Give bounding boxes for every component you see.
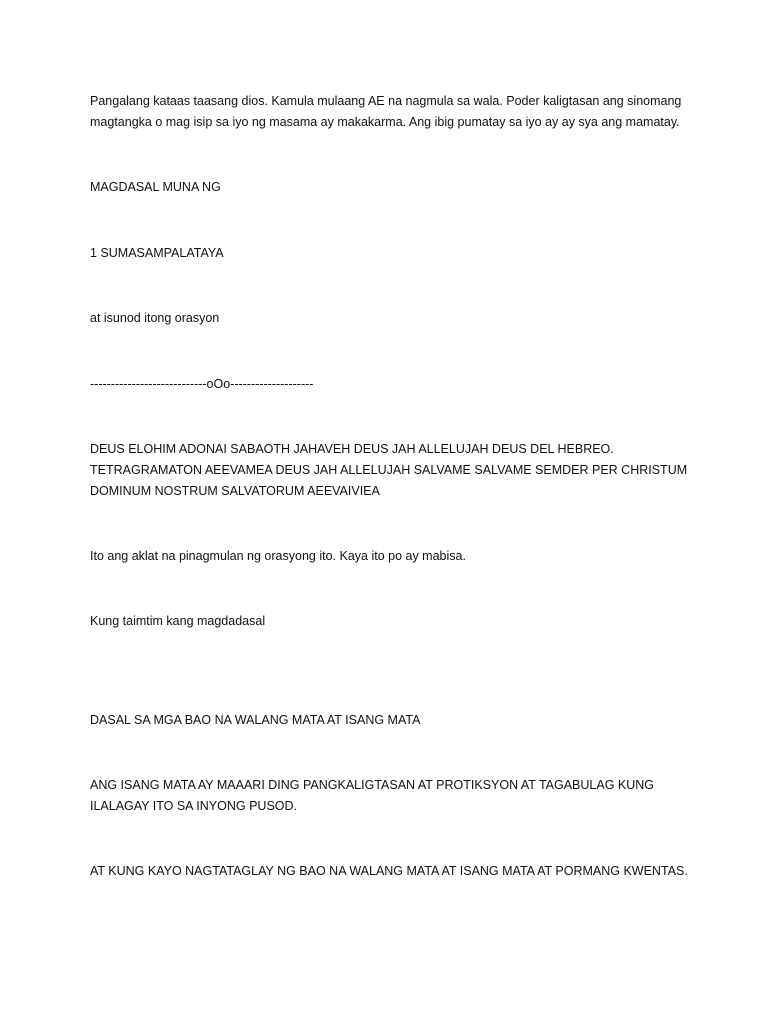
paragraph-dasal-bao-heading: DASAL SA MGA BAO NA WALANG MATA AT ISANG MATA [90, 713, 421, 727]
paragraph-kwentas: AT KUNG KAYO NAGTATAGLAY NG BAO NA WALANG MATA AT ISANG MATA AT PORMANG KWENTAS. [90, 864, 688, 878]
paragraph-isunod-orasyon: at isunod itong orasyon [90, 311, 220, 325]
paragraph-sumasampalataya: 1 SUMASAMPALATAYA [90, 246, 224, 260]
paragraph-prayer-latin: DEUS ELOHIM ADONAI SABAOTH JAHAVEH DEUS JAH ALLELUJAH DEUS DEL HEBREO. TETRAGRAMATON AEEVAMEA DEUS JAH ALLELUJAH SALVAME SALVAME SEMDER PER CHRISTUM DOMINUM NOSTRUM SALVATORUM AEEVAIVIEA [90, 442, 688, 498]
paragraph-isang-mata: ANG ISANG MATA AY MAAARI DING PANGKALIGTASAN AT PROTIKSYON AT TAGABULAG KUNG ILALAGAY ITO SA INYONG PUSOD. [90, 778, 655, 813]
section-divider: ----------------------------oOo-------------------- [90, 377, 314, 391]
paragraph-aklat: Ito ang aklat na pinagmulan ng orasyong ito. Kaya ito po ay mabisa. [90, 549, 466, 563]
paragraph-magdasal-muna: MAGDASAL MUNA NG [90, 180, 221, 194]
paragraph-taimtim: Kung taimtim kang magdadasal [90, 614, 266, 628]
paragraph-intro: Pangalang kataas taasang dios. Kamula mulaang AE na nagmula sa wala. Poder kaligtasan ang sinomang magtangka o mag isip sa iyo ng masama ay makakarma. Ang ibig pumatay sa iyo ay ay sya ang mamatay. [90, 94, 682, 129]
